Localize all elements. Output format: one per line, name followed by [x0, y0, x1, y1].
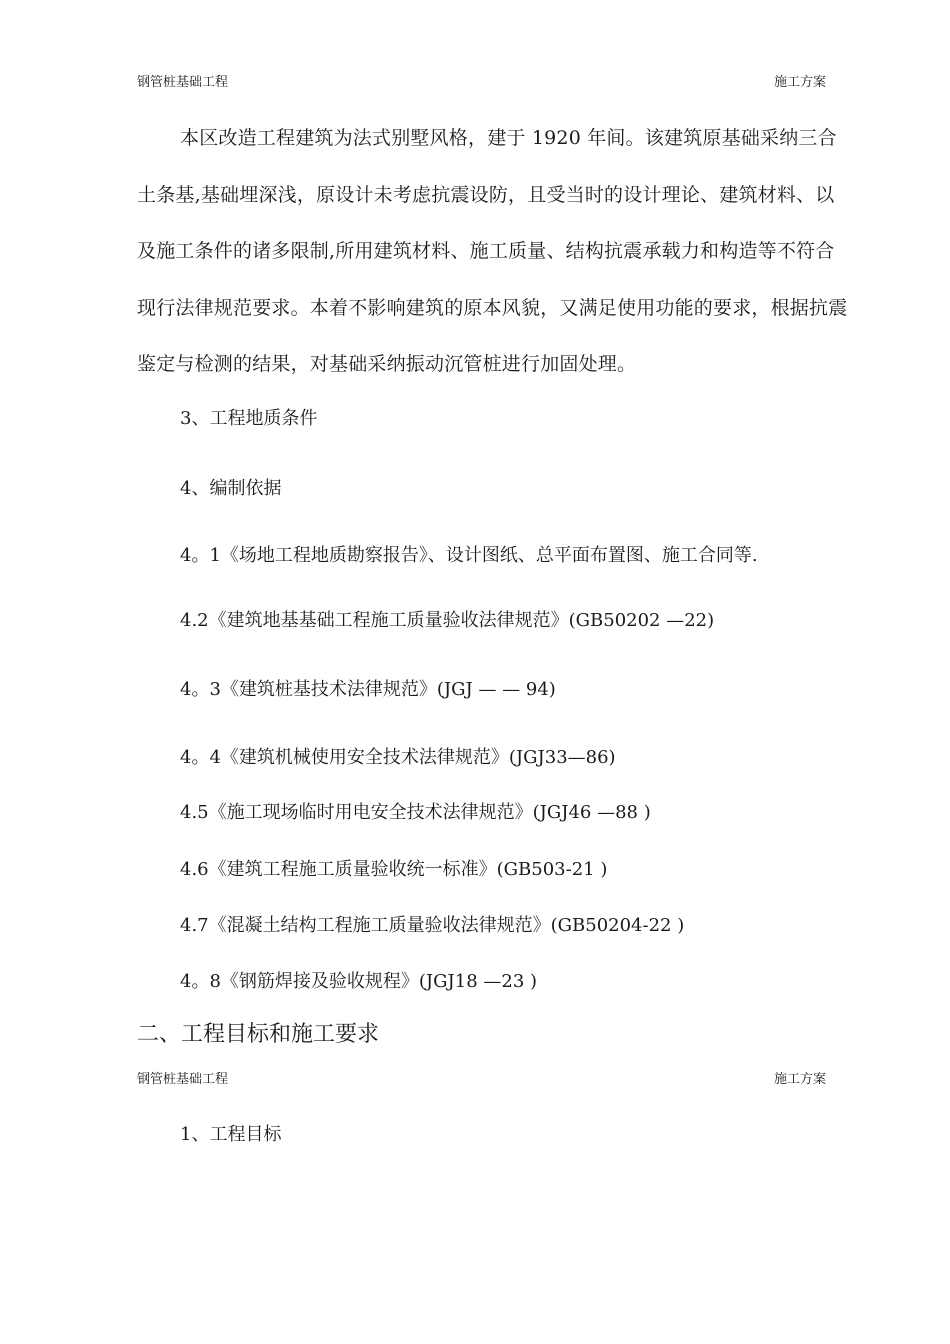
intro-paragraph-text: 本区改造工程建筑为法式别墅风格，建于 1920 年间。该建筑原基础采纳三合土条基,基础埋深浅，原设计未考虑抗震设防，且受当时的设计理论、建筑材料、以及施工条件的诸多限制,所用建筑材料、施工质量、结构抗震承载力和构造等不符合现行法律规范要求。本着不影响建筑的原本风貌，又满足使用功能的要求，根据抗震鉴定与检测的结果，对基础采纳振动沉管桩进行加固处理。	[137, 127, 848, 375]
item-geology: 3、工程地质条件	[180, 408, 318, 429]
item-basis-4-5: 4.5《施工现场临时用电安全技术法律规范》(JGJ46 —88 )	[180, 802, 651, 823]
item-basis-4-6: 4.6《建筑工程施工质量验收统一标准》(GB503-21 )	[180, 859, 608, 880]
header-doc-type: 施工方案	[773, 75, 826, 90]
section-title: 二、工程目标和施工要求	[137, 1022, 380, 1047]
page-header-2	[137, 1068, 830, 1087]
item-basis-4-7: 4.7《混凝土结构工程施工质量验收法律规范》(GB50204-22 )	[180, 915, 685, 936]
item-basis-4-4: 4。4《建筑机械使用安全技术法律规范》(JGJ33—86)	[180, 747, 616, 768]
header-project-name: 钢管桩基础工程	[137, 75, 229, 90]
item-basis-4-3: 4。3《建筑桩基技术法律规范》(JGJ — — 94)	[180, 679, 556, 700]
intro-paragraph	[137, 110, 850, 393]
header2-doc-type: 施工方案	[773, 1072, 826, 1087]
sub-item-goal: 1、工程目标	[180, 1124, 282, 1145]
header2-project-name: 钢管桩基础工程	[137, 1072, 229, 1087]
item-basis-4-8: 4。8《钢筋焊接及验收规程》(JGJ18 —23 )	[180, 971, 538, 992]
item-basis: 4、编制依据	[180, 478, 282, 499]
item-basis-4-2: 4.2《建筑地基基础工程施工质量验收法律规范》(GB50202 —22)	[180, 610, 715, 631]
item-basis-4-1: 4。1《场地工程地质勘察报告》、设计图纸、总平面布置图、施工合同等.	[180, 545, 758, 566]
page-header	[137, 71, 830, 90]
